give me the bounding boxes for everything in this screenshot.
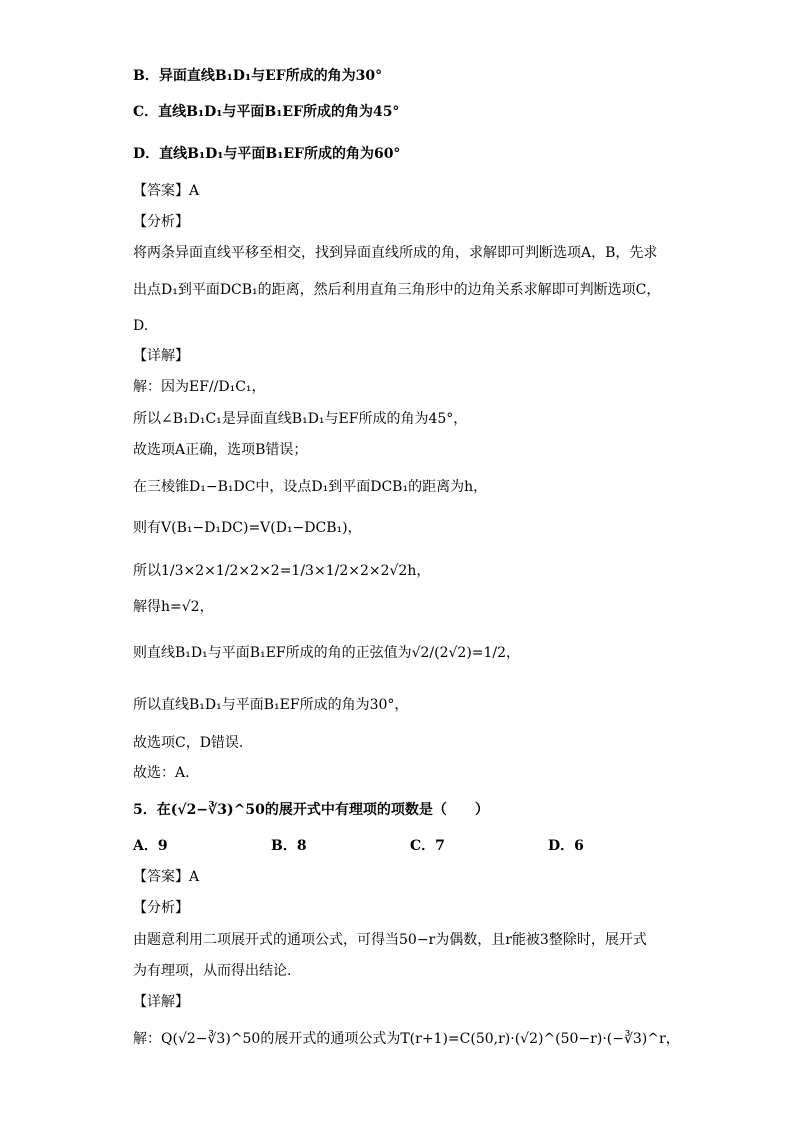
detail-heading-2: 【详解】 [133,994,189,1010]
option-b [133,66,382,86]
analysis-line-2: 出点D₁到平面DCB₁的距离，然后利用直角三角形中的边角关系求解即可判断选项C， [133,282,661,298]
analysis-heading: 【分析】 [133,214,189,230]
q5-option-c: C．7 [410,838,445,854]
analysis-line-1: 将两条异面直线平移至相交，找到异面直线所成的角，求解即可判断选项A，B，先求 [133,245,658,261]
q5-option-a: A．9 [133,838,168,854]
detail-line-5: 则有V(B₁−D₁DC)=V(D₁−DCB₁)， [133,520,362,536]
option-d [133,144,400,164]
q5-option-d: D．6 [548,838,584,854]
detail-line-2: 所以∠B₁D₁C₁是异面直线B₁D₁与EF所成的角为45°， [133,411,468,427]
answer-label: 【答案】A [133,183,200,199]
analysis2-line-1: 由题意利用二项展开式的通项公式，可得当50−r为偶数，且r能被3整除时，展开式 [133,932,647,948]
option-c [133,102,399,122]
detail-line-7: 解得h=√2， [133,599,214,615]
option-d-text: D．直线B₁D₁与平面B₁EF所成的角为60° [133,146,401,162]
detail-line-8: 则直线B₁D₁与平面B₁EF所成的角的正弦值为√2/(2√2)=1/2， [133,645,521,661]
analysis-line-3: D. [133,318,149,334]
detail-line-11: 故选：A. [133,765,190,781]
analysis-heading-2: 【分析】 [133,900,189,916]
answer-label-2: 【答案】A [133,869,200,885]
detail-line-3: 故选项A正确，选项B错误； [133,442,308,458]
detail-heading: 【详解】 [133,348,189,364]
detail-line-10: 故选项C，D错误. [133,735,244,751]
option-c-text: C．直线B₁D₁与平面B₁EF所成的角为45° [133,104,400,120]
option-b-text: B．异面直线B₁D₁与EF所成的角为30° [133,68,383,84]
analysis2-line-2: 为有理项，从而得出结论. [133,963,292,979]
q5-option-b: B．8 [271,838,307,854]
detail2-line-1: 解：Q(√2−∛3)^50的展开式的通项公式为T(r+1)=C(50,r)·(√2)^(50−r)·(−∛3)^r， [133,1031,680,1047]
question-5-stem: 5．在(√2−∛3)^50的展开式中有理项的项数是（ ） [133,802,489,818]
detail-line-4: 在三棱锥D₁−B₁DC中，设点D₁到平面DCB₁的距离为h， [133,479,488,495]
detail-line-9: 所以直线B₁D₁与平面B₁EF所成的角为30°， [133,697,409,713]
detail-line-1: 解：因为EF//D₁C₁， [133,379,266,395]
detail-line-6: 所以1/3×2×1/2×2×2=1/3×1/2×2×2√2h， [133,563,431,579]
